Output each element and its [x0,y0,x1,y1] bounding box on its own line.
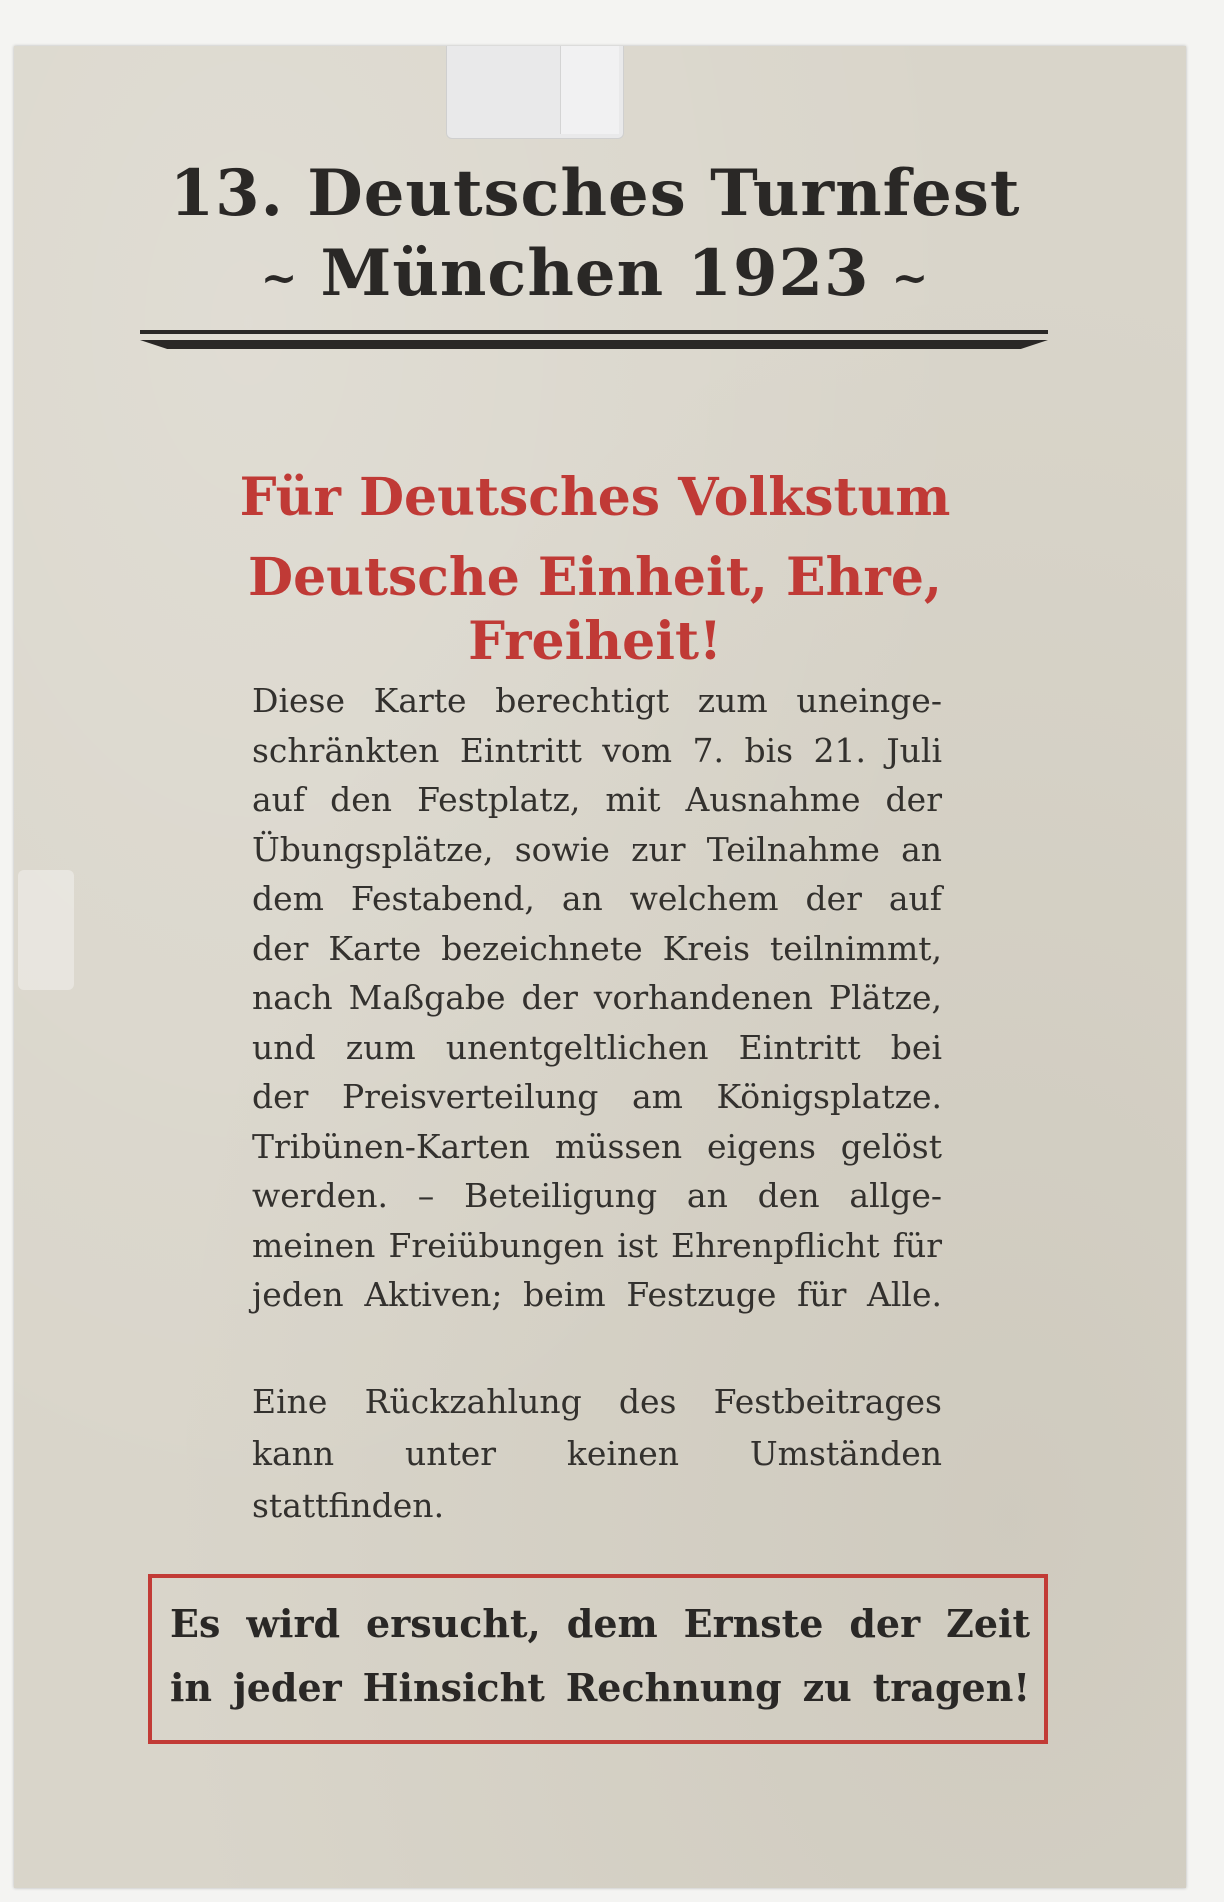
title-rule-thin [140,330,1048,334]
refund-line: kann unter keinen Umständen stattfinden. [252,1434,942,1525]
refund-notice [252,1376,942,1532]
terms-line: der Preisverteilung am Königsplatze. [252,1077,942,1116]
seriousness-notice [170,1592,1030,1720]
ticket-terms [252,676,942,1320]
notice-line-1: Es wird ersucht, dem Ernste der Zeit [170,1601,1030,1646]
terms-line: schränkten Eintritt vom 7. bis 21. Juli [252,730,942,770]
event-subtitle [130,238,1060,315]
event-title: 13. Deutsches Turnfest [169,156,1021,231]
terms-line: dem Festabend, an welchem der auf [252,879,942,918]
terms-line: nach Maßgabe der vorhandenen Plätze, [252,978,942,1017]
title-rule-thick [140,340,1048,349]
terms-line: Übungsplätze, sowie zur Teilnahme an [252,829,942,869]
event-place-year: München 1923 [320,236,870,311]
terms-line: auf den Festplatz, mit Ausnahme der [252,780,942,819]
terms-line: jeden Aktiven; beim Festzuge für Alle. [252,1275,942,1314]
terms-line: Diese Karte berechtigt zum uneinge- [252,681,942,720]
terms-line: werden. – Beteiligung an den allge- [252,1176,942,1215]
refund-line: Eine Rückzahlung des Festbeitrages [252,1382,942,1421]
motto-line-2: Deutsche Einheit, Ehre, Freiheit! [247,547,943,672]
terms-line: meinen Freiübungen ist Ehrenpflicht für [252,1225,942,1265]
flourish-left-icon: ~ [260,252,299,304]
paper-scuff [18,870,74,990]
terms-line: und zum unentgeltlichen Eintritt bei [252,1027,942,1067]
motto-line-1: Für Deutsches Volkstum [239,467,951,528]
terms-line: Tribünen-Karten müssen eigens gelöst [252,1126,942,1166]
terms-line: der Karte bezeichnete Kreis teilnimmt, [252,928,942,968]
notice-line-2: in jeder Hinsicht Rechnung zu tragen! [170,1665,1030,1710]
tape-strip-fold [560,46,619,134]
flourish-right-icon: ~ [891,252,930,304]
